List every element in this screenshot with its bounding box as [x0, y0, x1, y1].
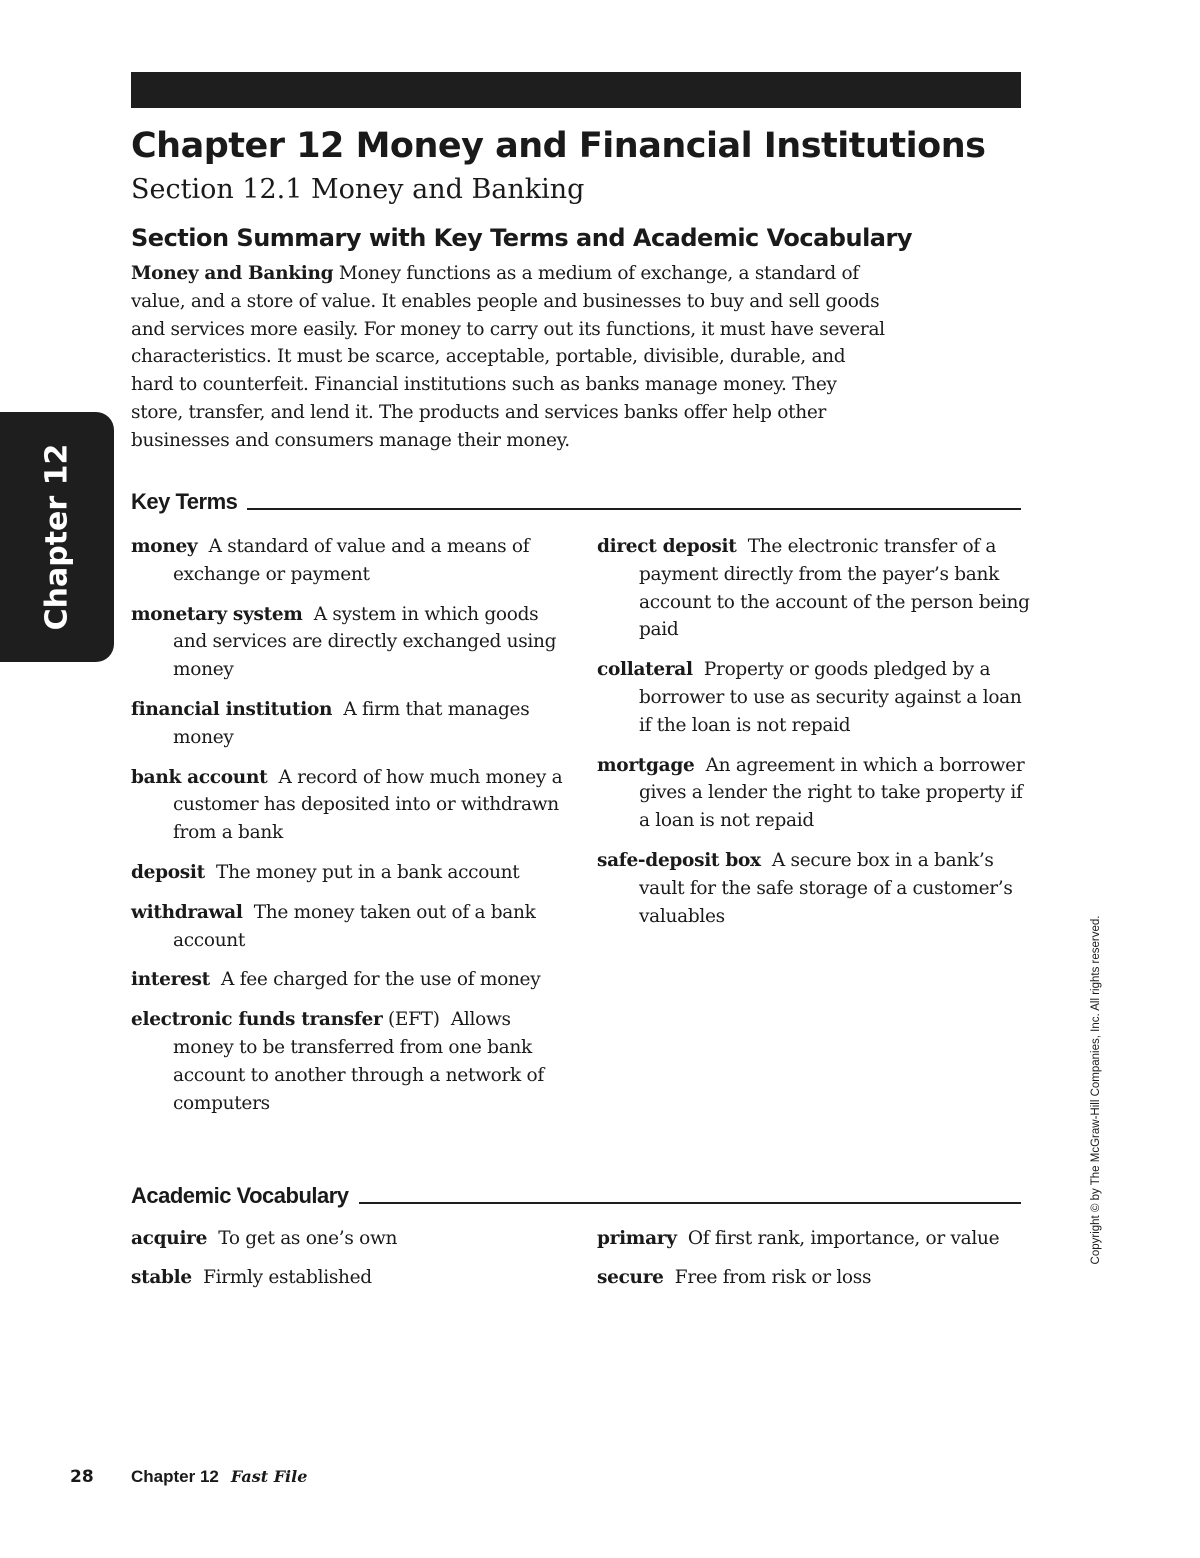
key-terms-right-column — [597, 533, 1037, 942]
key-term-entry — [597, 752, 1037, 835]
vocabulary-left-column — [131, 1225, 571, 1303]
vocabulary-entry — [131, 1264, 571, 1292]
key-term-definition: A record of how much money a customer has deposited into or withdrawn from a bank — [173, 766, 563, 844]
vocabulary-entry — [597, 1264, 1037, 1292]
page-footer — [70, 1467, 307, 1487]
key-term-entry — [597, 656, 1037, 739]
key-term-definition: A system in which goods and services are directly exchanged using money — [173, 603, 557, 681]
key-term: withdrawal — [131, 901, 243, 923]
key-term-entry — [597, 533, 1037, 644]
key-term-entry — [131, 696, 571, 752]
key-term-definition: A standard of value and a means of exchange or payment — [173, 536, 530, 585]
key-terms-rule — [247, 508, 1021, 510]
summary-lead: Money and Banking — [131, 263, 334, 284]
key-term-definition: The money put in a bank account — [216, 861, 520, 883]
page-number: 28 — [70, 1467, 94, 1487]
chapter-side-tab — [0, 412, 114, 662]
vocabulary-entry — [597, 1225, 1037, 1253]
top-banner-bar — [131, 72, 1021, 108]
key-term-definition: A firm that manages money — [173, 698, 530, 748]
footer-file-name: Fast File — [230, 1467, 308, 1486]
vocabulary-right-column — [597, 1225, 1037, 1303]
key-term-entry — [597, 847, 1037, 930]
summary-heading: Section Summary with Key Terms and Academic Vocabulary — [131, 224, 912, 252]
vocabulary-term: acquire — [131, 1228, 208, 1249]
key-term: electronic funds transfer — [131, 1009, 383, 1031]
key-term-entry — [131, 533, 571, 589]
vocabulary-definition: Of first rank, importance, or value — [687, 1228, 1000, 1249]
academic-vocabulary-heading-label: Academic Vocabulary — [131, 1183, 349, 1208]
key-term: money — [131, 536, 198, 557]
key-term: safe-deposit box — [597, 849, 761, 871]
key-term-definition: A secure box in a bank’s vault for the safe storage of a customer’s valuables — [639, 849, 1013, 927]
key-term-entry — [131, 1006, 571, 1117]
key-term-entry — [131, 859, 571, 887]
key-term-abbreviation: (EFT) — [388, 1009, 440, 1031]
key-term-definition: A fee charged for the use of money — [221, 969, 541, 991]
vocabulary-definition: Firmly established — [203, 1266, 372, 1288]
key-terms-heading-label: Key Terms — [131, 489, 238, 514]
key-term-definition: Property or goods pledged by a borrower to use as security against a loan if the loan is not repaid — [639, 659, 1022, 736]
key-term: mortgage — [597, 754, 695, 776]
key-term-entry — [131, 966, 571, 994]
key-term: financial institution — [131, 698, 333, 720]
key-term-entry — [131, 899, 571, 955]
footer-chapter: Chapter 12 — [131, 1467, 219, 1486]
summary-text: Money functions as a medium of exchange, a standard of value, and a store of value. It enables people and businesses to buy and sell goods and services more easily. For money to carry out its functions, it must have several characteristics. It must be scarce, acceptable, portable, divisible, durable, and hard to counterfeit. Financial institutions such as banks manage money. They store, transfer, and lend it. The products and services banks offer help other businesses and consumers manage their money. — [131, 263, 885, 451]
key-term-definition: The money taken out of a bank account — [173, 901, 536, 951]
key-term: deposit — [131, 861, 205, 883]
vocabulary-term: stable — [131, 1266, 192, 1288]
key-term: monetary system — [131, 603, 303, 625]
vocabulary-entry — [131, 1225, 571, 1253]
key-term-definition: The electronic transfer of a payment directly from the payer’s bank account to the account of the person being paid — [639, 536, 1030, 641]
key-terms-left-column — [131, 533, 571, 1129]
side-tab-label: Chapter 12 — [39, 443, 75, 631]
vocabulary-definition: To get as one’s own — [218, 1228, 398, 1249]
vocabulary-term: primary — [597, 1228, 677, 1249]
academic-vocabulary-rule — [359, 1202, 1021, 1204]
key-term: bank account — [131, 766, 268, 788]
vocabulary-definition: Free from risk or loss — [674, 1266, 872, 1288]
key-term-entry — [131, 601, 571, 684]
chapter-title: Chapter 12 Money and Financial Institutions — [131, 126, 986, 166]
key-terms-heading — [131, 490, 1021, 514]
key-term-definition: An agreement in which a borrower gives a lender the right to take property if a loan is not repaid — [639, 754, 1025, 832]
academic-vocabulary-heading — [131, 1184, 1021, 1208]
key-term: direct deposit — [597, 536, 737, 557]
vocabulary-term: secure — [597, 1266, 664, 1288]
section-title: Section 12.1 Money and Banking — [131, 174, 585, 205]
section-summary — [131, 260, 891, 455]
key-term-definition: Allows money to be transferred from one bank account to another through a network of computers — [173, 1009, 544, 1114]
key-term: collateral — [597, 659, 693, 681]
key-term-entry — [131, 764, 571, 847]
key-term: interest — [131, 969, 210, 991]
copyright-notice: Copyright © by The McGraw-Hill Companies, Inc. All rights reserved. — [1090, 915, 1102, 1265]
